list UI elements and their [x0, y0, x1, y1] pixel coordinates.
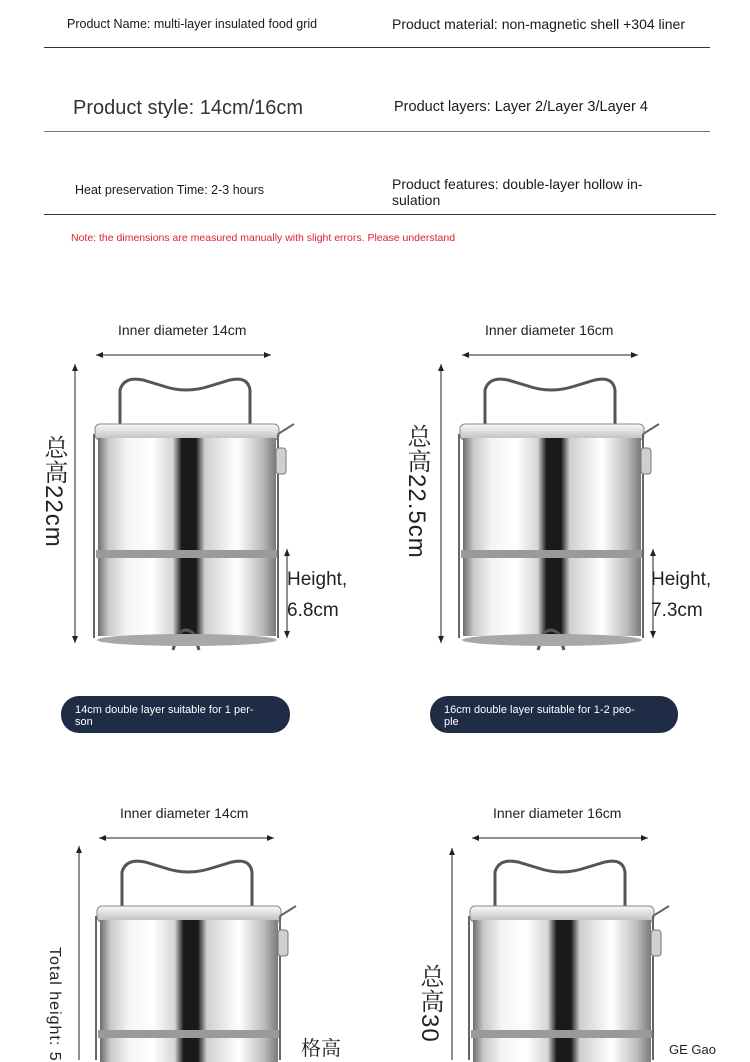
- inner-diameter-label: Inner diameter 14cm: [118, 322, 247, 338]
- inner-diameter-label: Inner diameter 16cm: [493, 805, 622, 821]
- inner-diameter-label: Inner diameter 16cm: [485, 322, 614, 338]
- inner-diameter-label: Inner diameter 14cm: [120, 805, 249, 821]
- total-height-label: 总高22.5cm: [403, 424, 430, 559]
- total-height-label: Total height: 5: [46, 947, 63, 1062]
- layer-height-title: Height,: [287, 569, 348, 590]
- layer-height-value: 7.3cm: [651, 600, 703, 621]
- measurement-note: Note: the dimensions are measured manually with slight errors. Please understand: [71, 232, 456, 244]
- caption-line: 16cm double layer suitable for 1-2 peo-: [444, 704, 635, 716]
- caption-line: son: [75, 716, 93, 728]
- spec-product-layers: Product layers: Layer 2/Layer 3/Layer 4: [394, 99, 648, 115]
- layer-height-title: Height,: [651, 569, 712, 590]
- caption-line: 14cm double layer suitable for 1 per-: [75, 704, 254, 716]
- spec-features-line2: sulation: [392, 192, 441, 209]
- spec-features-line1: Product features: double-layer hollow in-: [392, 176, 643, 192]
- spec-product-material: Product material: non-magnetic shell +304 liner: [392, 16, 685, 32]
- total-height-label: 总高22cm: [40, 435, 67, 548]
- watermark-text: GE Gao: [669, 1042, 716, 1057]
- spec-heat-preservation-time: Heat preservation Time: 2-3 hours: [75, 183, 264, 197]
- spec-product-name: Product Name: multi-layer insulated food grid: [67, 17, 318, 31]
- layer-height-value: 6.8cm: [287, 600, 339, 621]
- spec-product-style: Product style: 14cm/16cm: [73, 97, 304, 119]
- food-container-image: [463, 854, 673, 1060]
- total-height-label: 总高30: [416, 964, 443, 1043]
- caption-line: ple: [444, 716, 459, 728]
- layer-height-label: 格高: [301, 1038, 341, 1060]
